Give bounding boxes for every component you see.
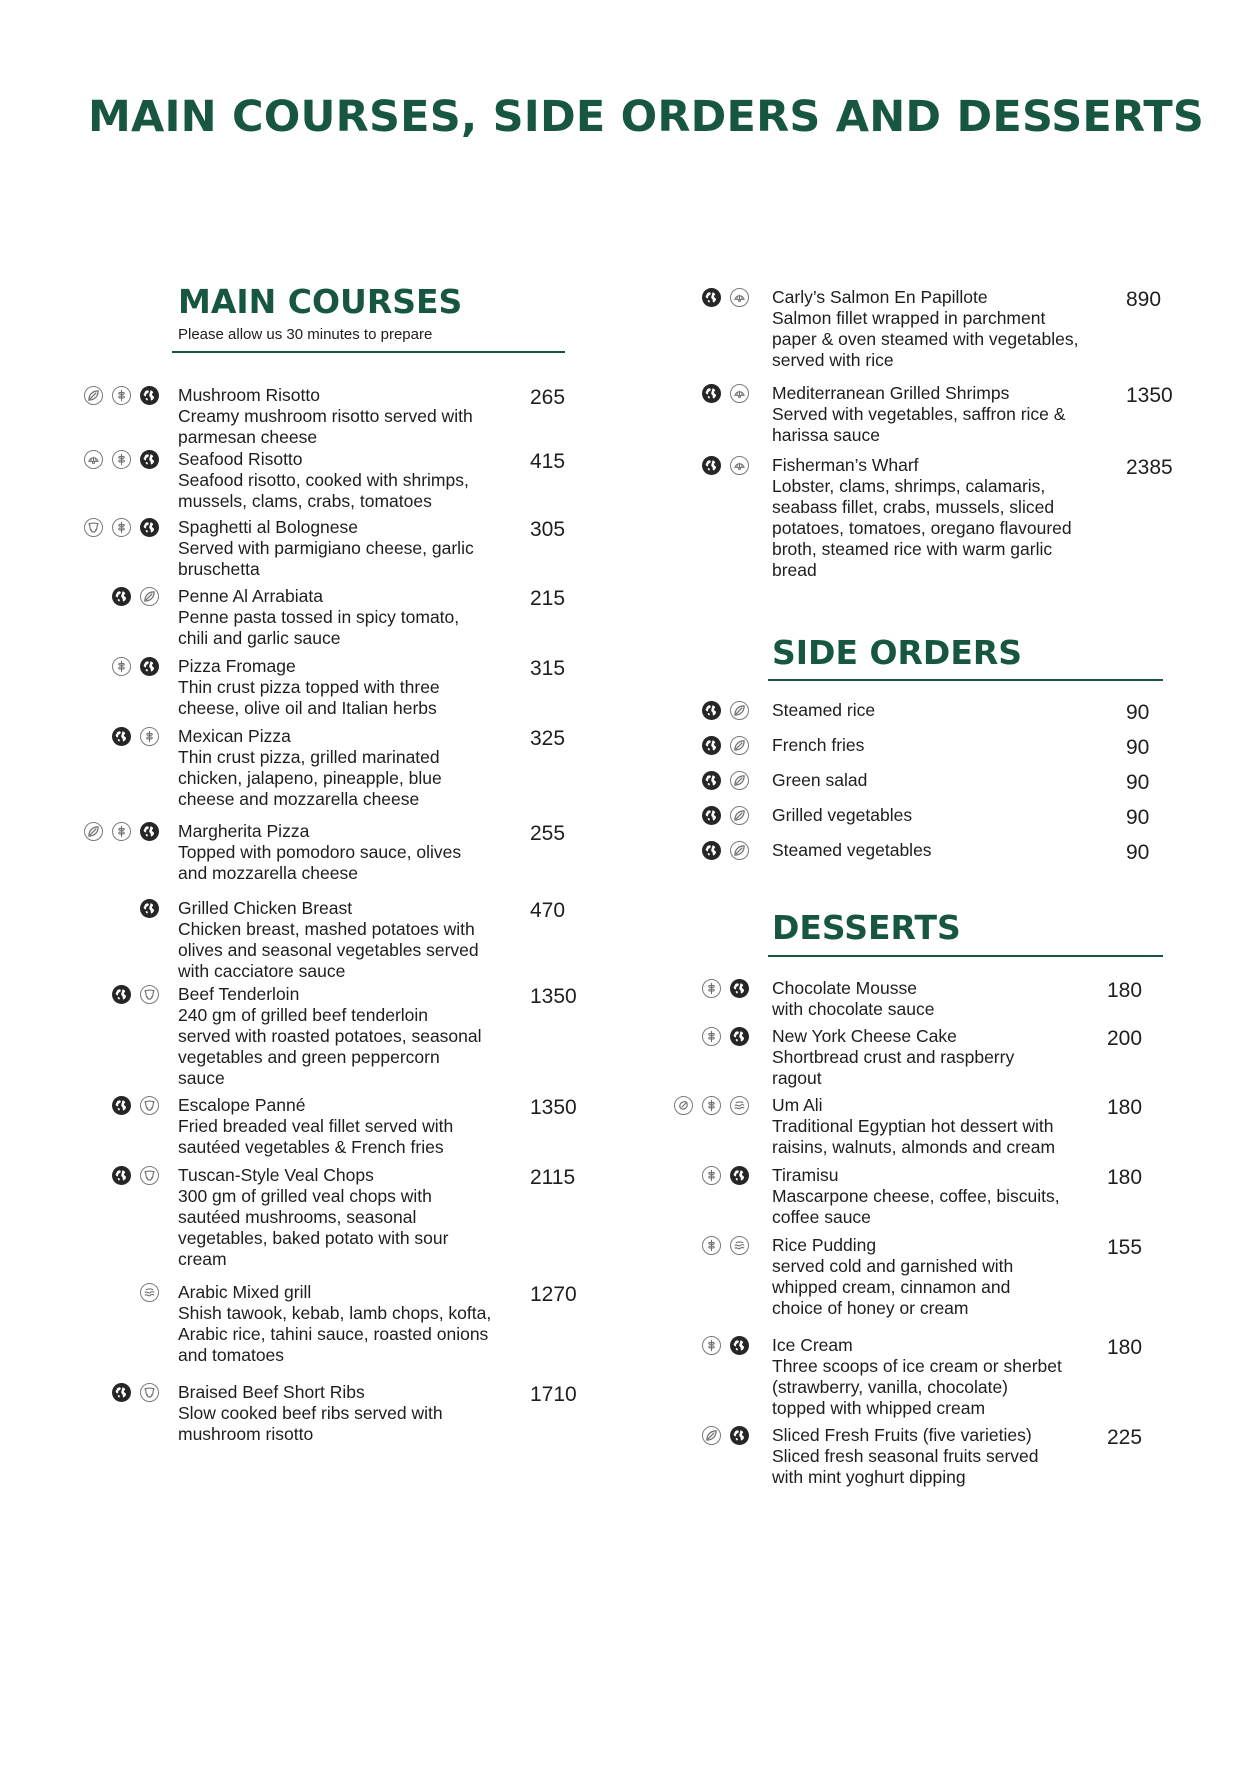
dietary-icons <box>702 1426 758 1448</box>
item-price: 200 <box>1107 1027 1143 1050</box>
item-description: Topped with pomodoro sauce, olives and mozzarella cheese <box>178 842 462 883</box>
item-name: Sliced Fresh Fruits (five varieties) <box>772 1425 1032 1445</box>
item-text <box>772 805 1092 826</box>
item-price: 1350 <box>530 985 577 1008</box>
globe-icon <box>112 985 131 1004</box>
item-name: Mexican Pizza <box>178 726 291 746</box>
globe-icon <box>140 518 159 537</box>
page-title: MAIN COURSES, SIDE ORDERS AND DESSERTS <box>88 92 1205 142</box>
dietary-icons <box>112 1096 168 1118</box>
item-name: Carly’s Salmon En Papillote <box>772 287 988 307</box>
globe-icon <box>112 587 131 606</box>
globe-icon <box>730 979 749 998</box>
item-description: Salmon fillet wrapped in parchment paper & oven steamed with vegetables, served with rice <box>772 308 1079 370</box>
dietary-icons <box>84 450 168 472</box>
seafood-icon <box>730 384 749 403</box>
seafood-icon <box>84 450 103 469</box>
item-price: 180 <box>1107 1096 1143 1119</box>
item-text <box>772 383 1122 446</box>
item-name: Ice Cream <box>772 1335 853 1355</box>
item-text <box>178 898 523 982</box>
item-description: with chocolate sauce <box>772 999 935 1019</box>
vegetarian-icon <box>730 806 749 825</box>
item-text <box>772 1026 1102 1089</box>
item-name: Grilled vegetables <box>772 805 913 825</box>
item-price: 215 <box>530 587 566 610</box>
dietary-icons <box>702 771 758 793</box>
globe-icon <box>140 657 159 676</box>
globe-icon <box>140 899 159 918</box>
dairy-icon <box>730 1236 749 1255</box>
item-description: 300 gm of grilled veal chops with sautéed mushrooms, seasonal vegetables, baked potato with sour cream <box>178 1186 449 1269</box>
item-name: Pizza Fromage <box>178 656 296 676</box>
dietary-icons <box>702 1027 758 1049</box>
item-price: 265 <box>530 386 566 409</box>
side-orders-divider <box>768 679 1163 681</box>
item-text <box>772 770 1092 791</box>
main-courses-title: MAIN COURSES <box>178 282 463 321</box>
dairy-icon <box>140 1283 159 1302</box>
item-description: Mascarpone cheese, coffee, biscuits, coffee sauce <box>772 1186 1060 1227</box>
dietary-icons <box>702 1236 758 1258</box>
gluten-icon <box>112 822 131 841</box>
globe-icon <box>112 1383 131 1402</box>
item-description: Sliced fresh seasonal fruits served with mint yoghurt dipping <box>772 1446 1039 1487</box>
item-text <box>178 726 523 810</box>
item-price: 305 <box>530 518 566 541</box>
dietary-icons <box>112 727 168 749</box>
globe-icon <box>730 1426 749 1445</box>
gluten-icon <box>702 1336 721 1355</box>
dietary-icons <box>112 1383 168 1405</box>
item-price: 90 <box>1126 736 1150 759</box>
item-text <box>178 821 523 884</box>
item-name: French fries <box>772 735 865 755</box>
item-name: Grilled Chicken Breast <box>178 898 353 918</box>
dietary-icons <box>702 736 758 758</box>
dietary-icons <box>84 386 168 408</box>
item-name: Arabic Mixed grill <box>178 1282 312 1302</box>
globe-icon <box>702 841 721 860</box>
item-description: Seafood risotto, cooked with shrimps, mussels, clams, crabs, tomatoes <box>178 470 469 511</box>
item-text <box>178 984 523 1089</box>
vegetarian-icon <box>84 822 103 841</box>
item-name: Braised Beef Short Ribs <box>178 1382 365 1402</box>
globe-icon <box>140 822 159 841</box>
dietary-icons <box>112 657 168 679</box>
dietary-icons <box>112 1166 168 1188</box>
item-description: Served with vegetables, saffron rice & harissa sauce <box>772 404 1066 445</box>
vegetarian-icon <box>730 841 749 860</box>
gluten-icon <box>702 1166 721 1185</box>
item-text <box>772 735 1092 756</box>
item-name: Fisherman’s Wharf <box>772 455 919 475</box>
gluten-icon <box>140 727 159 746</box>
item-name: Chocolate Mousse <box>772 978 917 998</box>
dietary-icons <box>112 587 168 609</box>
item-text <box>178 1095 523 1158</box>
item-description: Shortbread crust and raspberry ragout <box>772 1047 1015 1088</box>
dairy-icon <box>730 1096 749 1115</box>
item-price: 90 <box>1126 841 1150 864</box>
dietary-icons <box>112 985 168 1007</box>
item-price: 90 <box>1126 771 1150 794</box>
globe-icon <box>112 727 131 746</box>
item-price: 255 <box>530 822 566 845</box>
globe-icon <box>112 1096 131 1115</box>
item-description: Penne pasta tossed in spicy tomato, chili and garlic sauce <box>178 607 460 648</box>
globe-icon <box>702 701 721 720</box>
item-name: New York Cheese Cake <box>772 1026 957 1046</box>
item-description: Fried breaded veal fillet served with sautéed vegetables & French fries <box>178 1116 454 1157</box>
item-description: served cold and garnished with whipped cream, cinnamon and choice of honey or cream <box>772 1256 1014 1318</box>
globe-icon <box>112 1166 131 1185</box>
vegetarian-icon <box>730 736 749 755</box>
item-price: 470 <box>530 899 566 922</box>
globe-icon <box>730 1027 749 1046</box>
item-text <box>178 449 523 512</box>
vegetarian-icon <box>84 386 103 405</box>
vegetarian-icon <box>140 587 159 606</box>
item-name: Mushroom Risotto <box>178 385 320 405</box>
side-orders-title: SIDE ORDERS <box>772 633 1023 672</box>
item-name: Penne Al Arrabiata <box>178 586 323 606</box>
nuts-icon <box>674 1096 693 1115</box>
item-price: 1350 <box>1126 384 1173 407</box>
vegetarian-icon <box>702 1426 721 1445</box>
item-description: Shish tawook, kebab, lamb chops, kofta, Arabic rice, tahini sauce, roasted onions and tomatoes <box>178 1303 492 1365</box>
item-name: Escalope Panné <box>178 1095 306 1115</box>
item-price: 1270 <box>530 1283 577 1306</box>
item-description: Lobster, clams, shrimps, calamaris, seabass fillet, crabs, mussels, sliced potatoes, tomatoes, oregano flavoured broth, steamed rice with warm garlic bread <box>772 476 1072 580</box>
item-text <box>772 1095 1102 1158</box>
globe-icon <box>702 384 721 403</box>
item-description: 240 gm of grilled beef tenderloin served with roasted potatoes, seasonal vegetables and green peppercorn sauce <box>178 1005 482 1088</box>
item-price: 155 <box>1107 1236 1143 1259</box>
item-text <box>772 1425 1102 1488</box>
item-name: Green salad <box>772 770 868 790</box>
dietary-icons <box>84 518 168 540</box>
item-price: 180 <box>1107 1336 1143 1359</box>
item-price: 890 <box>1126 288 1162 311</box>
item-name: Rice Pudding <box>772 1235 877 1255</box>
beef-icon <box>140 985 159 1004</box>
globe-icon <box>702 456 721 475</box>
dietary-icons <box>702 1336 758 1358</box>
dietary-icons <box>702 384 758 406</box>
main-courses-divider <box>172 351 565 353</box>
item-text <box>178 1382 523 1445</box>
item-text <box>772 1165 1102 1228</box>
item-name: Tiramisu <box>772 1165 839 1185</box>
item-description: Chicken breast, mashed potatoes with olives and seasonal vegetables served with cacciatore sauce <box>178 919 479 981</box>
gluten-icon <box>112 386 131 405</box>
beef-icon <box>140 1096 159 1115</box>
dietary-icons <box>674 1096 758 1118</box>
item-text <box>772 287 1122 371</box>
item-text <box>772 978 1102 1020</box>
dietary-icons <box>702 979 758 1001</box>
item-description: Slow cooked beef ribs served with mushroom risotto <box>178 1403 443 1444</box>
item-price: 90 <box>1126 806 1150 829</box>
item-name: Spaghetti al Bolognese <box>178 517 358 537</box>
globe-icon <box>702 736 721 755</box>
beef-icon <box>140 1166 159 1185</box>
item-text <box>178 656 523 719</box>
item-name: Margherita Pizza <box>178 821 310 841</box>
item-name: Seafood Risotto <box>178 449 303 469</box>
dietary-icons <box>84 822 168 844</box>
item-text <box>178 586 523 649</box>
globe-icon <box>730 1166 749 1185</box>
item-text <box>772 1335 1102 1419</box>
dietary-icons <box>702 806 758 828</box>
item-text <box>772 840 1092 861</box>
item-text <box>772 455 1122 581</box>
globe-icon <box>140 386 159 405</box>
dietary-icons <box>702 841 758 863</box>
vegetarian-icon <box>730 701 749 720</box>
gluten-icon <box>702 1096 721 1115</box>
item-description: Thin crust pizza, grilled marinated chicken, jalapeno, pineapple, blue cheese and mozzarella cheese <box>178 747 442 809</box>
main-courses-subtitle: Please allow us 30 minutes to prepare <box>178 326 433 343</box>
item-price: 315 <box>530 657 566 680</box>
gluten-icon <box>702 1027 721 1046</box>
item-text <box>178 385 523 448</box>
item-name: Steamed vegetables <box>772 840 932 860</box>
globe-icon <box>702 288 721 307</box>
dietary-icons <box>702 288 758 310</box>
item-name: Mediterranean Grilled Shrimps <box>772 383 1010 403</box>
item-price: 2385 <box>1126 456 1173 479</box>
item-price: 325 <box>530 727 566 750</box>
dietary-icons <box>140 1283 168 1305</box>
item-description: Creamy mushroom risotto served with parmesan cheese <box>178 406 473 447</box>
item-description: Three scoops of ice cream or sherbet (strawberry, vanilla, chocolate) topped with whipped cream <box>772 1356 1062 1418</box>
item-text <box>772 700 1092 721</box>
item-name: Um Ali <box>772 1095 823 1115</box>
item-price: 2115 <box>530 1166 576 1189</box>
dietary-icons <box>702 701 758 723</box>
item-description: Thin crust pizza topped with three cheese, olive oil and Italian herbs <box>178 677 440 718</box>
beef-icon <box>84 518 103 537</box>
globe-icon <box>140 450 159 469</box>
item-name: Steamed rice <box>772 700 876 720</box>
item-text <box>178 517 523 580</box>
beef-icon <box>140 1383 159 1402</box>
vegetarian-icon <box>730 771 749 790</box>
globe-icon <box>702 771 721 790</box>
item-name: Tuscan-Style Veal Chops <box>178 1165 374 1185</box>
item-text <box>178 1282 523 1366</box>
item-price: 90 <box>1126 701 1150 724</box>
gluten-icon <box>702 1236 721 1255</box>
desserts-title: DESSERTS <box>772 908 961 947</box>
gluten-icon <box>112 518 131 537</box>
desserts-divider <box>768 955 1163 957</box>
item-price: 1710 <box>530 1383 577 1406</box>
item-name: Beef Tenderloin <box>178 984 300 1004</box>
item-price: 225 <box>1107 1426 1143 1449</box>
item-price: 180 <box>1107 1166 1143 1189</box>
seafood-icon <box>730 456 749 475</box>
gluten-icon <box>112 657 131 676</box>
item-price: 1350 <box>530 1096 577 1119</box>
dietary-icons <box>140 899 168 921</box>
item-price: 180 <box>1107 979 1143 1002</box>
gluten-icon <box>702 979 721 998</box>
globe-icon <box>730 1336 749 1355</box>
item-description: Traditional Egyptian hot dessert with raisins, walnuts, almonds and cream <box>772 1116 1056 1157</box>
item-text <box>178 1165 523 1270</box>
item-text <box>772 1235 1102 1319</box>
dietary-icons <box>702 456 758 478</box>
globe-icon <box>702 806 721 825</box>
item-description: Served with parmigiano cheese, garlic bruschetta <box>178 538 474 579</box>
gluten-icon <box>112 450 131 469</box>
seafood-icon <box>730 288 749 307</box>
item-price: 415 <box>530 450 566 473</box>
dietary-icons <box>702 1166 758 1188</box>
